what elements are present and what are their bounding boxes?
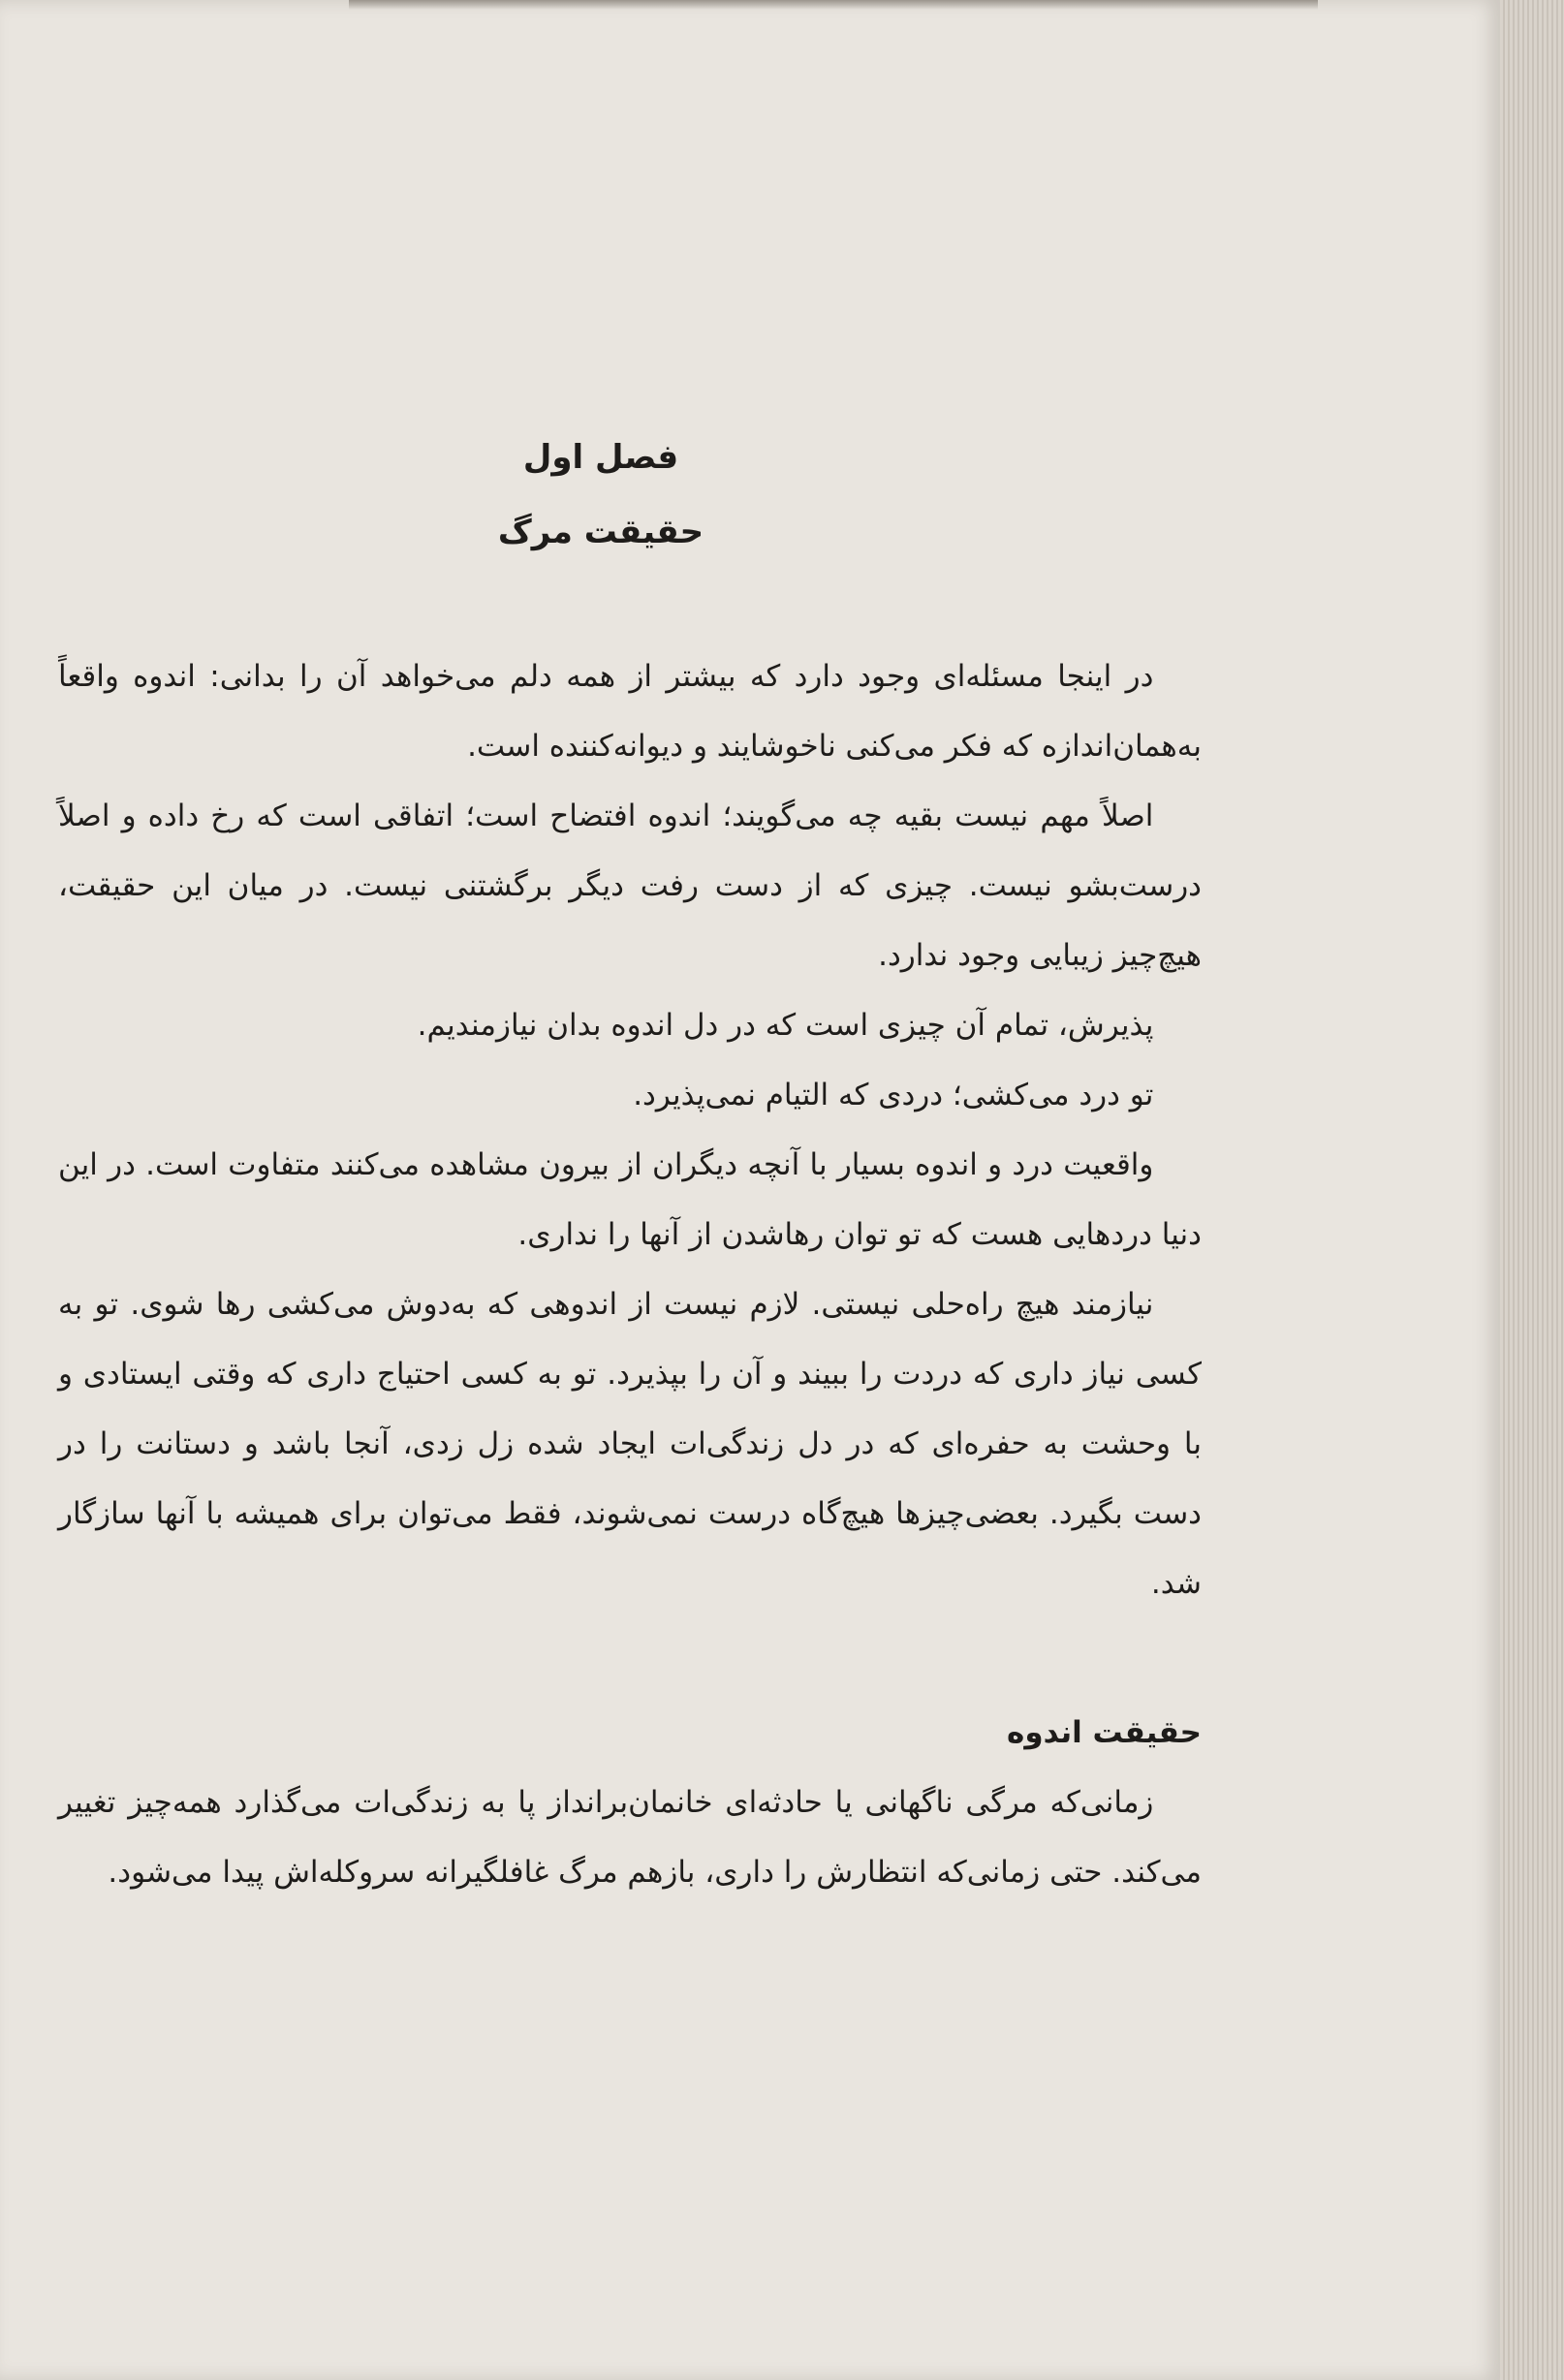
paragraph: واقعیت درد و اندوه بسیار با آنچه دیگران از بیرون مشاهده می‌کنند متفاوت است. در این دنیا دردهایی هست که تو توان رهاشدن از آنها را نداری. (58, 1147, 1202, 1252)
top-shadow (349, 0, 1318, 10)
page-content (58, 417, 1202, 1907)
chapter-subtitle: حقیقت مرگ (497, 513, 704, 551)
chapter-title: فصل اول (522, 438, 679, 477)
section-paragraph: زمانی‌که مرگی ناگهانی یا حادثه‌ای خانمان‌برانداز پا به زندگی‌ات می‌گذارد همه‌چیز تغییر می‌کند. حتی زمانی‌که انتظارش را داری، بازهم مرگ غافلگیرانه سروکله‌اش پیدا می‌شود. (58, 1785, 1202, 1890)
paragraph: نیازمند هیچ راه‌حلی نیستی. لازم نیست از اندوهی که به‌دوش می‌کشی رها شوی. تو به کسی نیاز داری که دردت را ببیند و آن را بپذیرد. تو به کسی احتیاج داری که وقتی ایستادی و با وحشت به حفره‌ای که در دل زندگی‌ات ایجاد شده زل زدی، آنجا باشد و دستانت را در دست بگیرد. بعضی‌چیزها هیچ‌گاه درست نمی‌شوند، فقط می‌توان برای همیشه با آنها سازگار شد. (58, 1287, 1202, 1601)
page-edge (1500, 0, 1564, 2380)
paragraph: تو درد می‌کشی؛ دردی که التیام نمی‌پذیرد. (633, 1078, 1154, 1112)
paragraph: در اینجا مسئله‌ای وجود دارد که بیشتر از همه دلم می‌خواهد آن را بدانی: اندوه واقعاً به‌همان‌اندازه که فکر می‌کنی ناخوشایند و دیوانه‌کننده است. (58, 659, 1202, 764)
paragraph: اصلاً مهم نیست بقیه چه می‌گویند؛ اندوه افتضاح است؛ اتفاقی است که رخ داده و اصلاً درست‌بشو نیست. چیزی که از دست رفت دیگر برگشتنی نیست. در میان این حقیقت، هیچ‌چیز زیبایی وجود ندارد. (58, 799, 1202, 973)
paragraph: پذیرش، تمام آن چیزی است که در دل اندوه بدان نیازمندیم. (417, 1008, 1154, 1043)
section-heading: حقیقت اندوه (1007, 1715, 1202, 1750)
